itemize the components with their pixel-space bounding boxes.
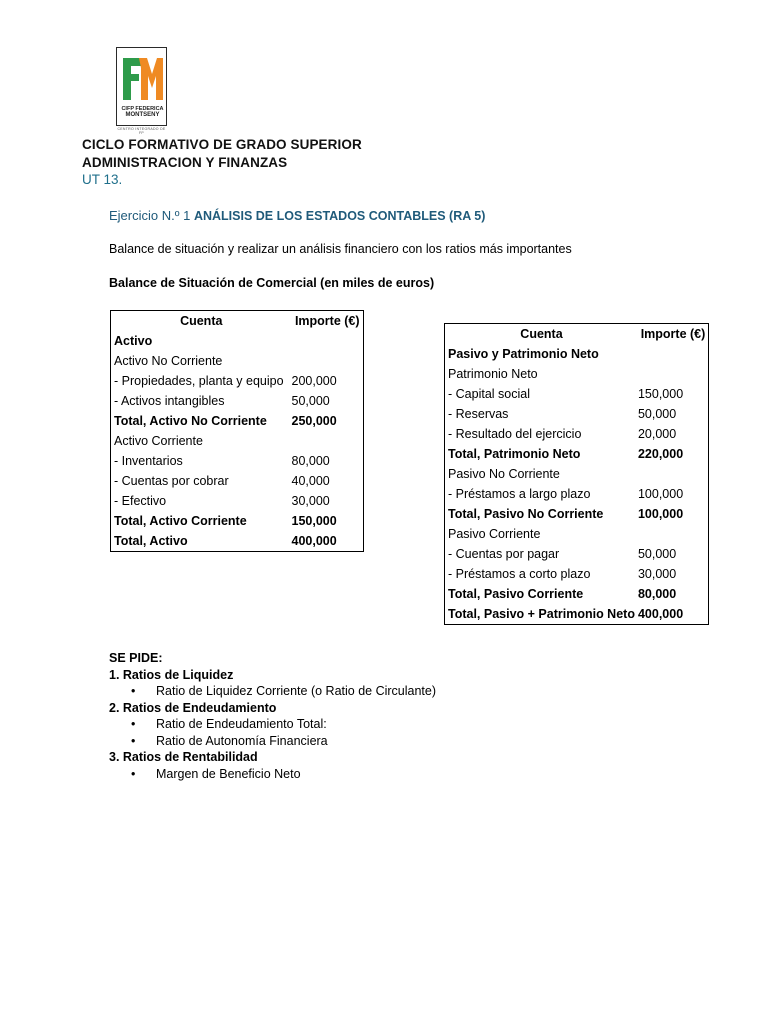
row-label: Total, Pasivo Corriente xyxy=(448,587,584,601)
table-row xyxy=(445,424,709,444)
header-cuenta: Cuenta xyxy=(180,314,223,328)
table-row xyxy=(111,411,364,431)
row-label: - Préstamos a largo plazo xyxy=(448,487,591,501)
table-row xyxy=(445,404,709,424)
table-row xyxy=(445,524,709,544)
row-value xyxy=(635,464,709,484)
requirement-item xyxy=(109,683,436,700)
row-value: 250,000 xyxy=(291,414,337,428)
table-row xyxy=(445,504,709,524)
row-value xyxy=(635,524,709,544)
row-value: 50,000 xyxy=(637,407,677,421)
school-logo xyxy=(116,47,167,126)
course-name: ADMINISTRACION Y FINANZAS xyxy=(82,155,288,170)
row-value: 30,000 xyxy=(291,494,330,508)
table-header-row xyxy=(445,324,709,345)
row-label: Total, Pasivo No Corriente xyxy=(448,507,604,521)
table-row xyxy=(111,371,364,391)
table-row xyxy=(445,364,709,384)
balance-subtitle: Balance de Situación de Comercial (en miles de euros) xyxy=(109,276,435,290)
activo-table xyxy=(110,310,364,552)
table-row xyxy=(111,511,364,531)
table-row xyxy=(445,484,709,504)
row-value: 80,000 xyxy=(637,587,677,601)
exercise-heading: ANÁLISIS DE LOS ESTADOS CONTABLES (RA 5) xyxy=(193,209,486,223)
row-value xyxy=(289,331,364,351)
row-label: - Préstamos a corto plazo xyxy=(448,567,591,581)
row-value: 400,000 xyxy=(291,534,337,548)
row-value: 20,000 xyxy=(637,427,677,441)
table-row xyxy=(111,391,364,411)
table-header-row xyxy=(111,311,364,332)
table-row xyxy=(111,531,364,552)
logo-m-shape xyxy=(139,58,163,100)
requirement-text: Ratio de Autonomía Financiera xyxy=(156,733,328,748)
table-row xyxy=(111,431,364,451)
row-label: Pasivo Corriente xyxy=(448,527,541,541)
table-row xyxy=(111,491,364,511)
requirement-item xyxy=(109,716,436,733)
row-value: 50,000 xyxy=(291,394,330,408)
unit-label: UT 13. xyxy=(82,172,123,187)
requirement-text: Ratio de Endeudamiento Total: xyxy=(156,717,327,731)
row-label: Activo Corriente xyxy=(114,434,203,448)
row-value: 150,000 xyxy=(291,514,337,528)
row-label: - Activos intangibles xyxy=(114,394,225,408)
row-value: 80,000 xyxy=(291,454,330,468)
row-label: - Cuentas por cobrar xyxy=(114,474,229,488)
requirement-item xyxy=(109,766,436,783)
row-label: Pasivo y Patrimonio Neto xyxy=(448,347,599,361)
header-cuenta: Cuenta xyxy=(520,327,563,341)
requirement-text: Margen de Beneficio Neto xyxy=(156,766,301,781)
requirement-heading: 3. Ratios de Rentabilidad xyxy=(109,750,258,764)
row-label: - Capital social xyxy=(448,387,530,401)
exercise-prefix: Ejercicio N.º 1 xyxy=(109,208,191,223)
logo-line-2: MONTSENY xyxy=(125,112,160,118)
exercise-title xyxy=(109,208,485,223)
row-value xyxy=(289,431,364,451)
row-label: Total, Pasivo + Patrimonio Neto xyxy=(448,607,635,621)
table-row xyxy=(445,444,709,464)
fm-logo-icon xyxy=(119,52,164,104)
row-value: 100,000 xyxy=(637,507,684,521)
row-label: Total, Patrimonio Neto xyxy=(448,447,581,461)
table-row xyxy=(445,544,709,564)
row-label: Total, Activo Corriente xyxy=(114,514,247,528)
table-row xyxy=(445,384,709,404)
logo-footer: CENTRO INTEGRADO DE FP xyxy=(117,127,166,135)
row-label: - Inventarios xyxy=(114,454,183,468)
requirement-heading: 2. Ratios de Endeudamiento xyxy=(109,700,277,715)
row-label: - Cuentas por pagar xyxy=(448,547,560,561)
table-row xyxy=(445,604,709,625)
table-row xyxy=(111,451,364,471)
row-value: 50,000 xyxy=(637,547,677,561)
logo-f-shape xyxy=(123,58,141,100)
row-label: - Reservas xyxy=(448,407,509,421)
row-label: Total, Activo xyxy=(114,534,188,548)
course-level: CICLO FORMATIVO DE GRADO SUPERIOR xyxy=(82,137,362,152)
row-label: - Efectivo xyxy=(114,494,167,508)
row-value: 150,000 xyxy=(637,387,684,401)
row-label: Activo No Corriente xyxy=(114,354,223,368)
exercise-intro: Balance de situación y realizar un análisis financiero con los ratios más importantes xyxy=(109,242,572,256)
table-row xyxy=(445,564,709,584)
bullet-icon: • xyxy=(131,766,136,781)
table-row xyxy=(445,344,709,364)
requirement-heading: 1. Ratios de Liquidez xyxy=(109,667,234,682)
row-value: 100,000 xyxy=(637,487,684,501)
row-label: Total, Activo No Corriente xyxy=(114,414,267,428)
row-label: - Resultado del ejercicio xyxy=(448,427,582,441)
header-importe: Importe (€) xyxy=(294,314,360,328)
pasivo-table xyxy=(444,323,709,625)
row-label: Pasivo No Corriente xyxy=(448,467,560,481)
bullet-icon: • xyxy=(131,733,136,748)
table-row xyxy=(445,464,709,484)
row-value: 30,000 xyxy=(637,567,677,581)
row-label: Patrimonio Neto xyxy=(448,367,538,381)
row-value xyxy=(289,351,364,371)
bullet-icon: • xyxy=(131,717,136,731)
requirements-list xyxy=(109,650,436,782)
row-value xyxy=(635,364,709,384)
table-row xyxy=(445,584,709,604)
bullet-icon: • xyxy=(131,684,136,698)
header-importe: Importe (€) xyxy=(640,327,706,341)
row-value xyxy=(635,344,709,364)
row-value: 400,000 xyxy=(637,607,684,621)
table-row xyxy=(111,471,364,491)
row-label: - Propiedades, planta y equipo xyxy=(114,374,284,388)
row-value: 200,000 xyxy=(291,374,337,388)
requirements-title: SE PIDE: xyxy=(109,651,163,665)
row-value: 220,000 xyxy=(637,447,684,461)
logo-line-1: CIFP FEDERICA xyxy=(121,106,164,112)
row-value: 40,000 xyxy=(291,474,330,488)
table-row xyxy=(111,331,364,351)
requirement-text: Ratio de Liquidez Corriente (o Ratio de Circulante) xyxy=(156,684,437,698)
requirement-item xyxy=(109,733,436,750)
row-label: Activo xyxy=(114,334,153,348)
table-row xyxy=(111,351,364,371)
